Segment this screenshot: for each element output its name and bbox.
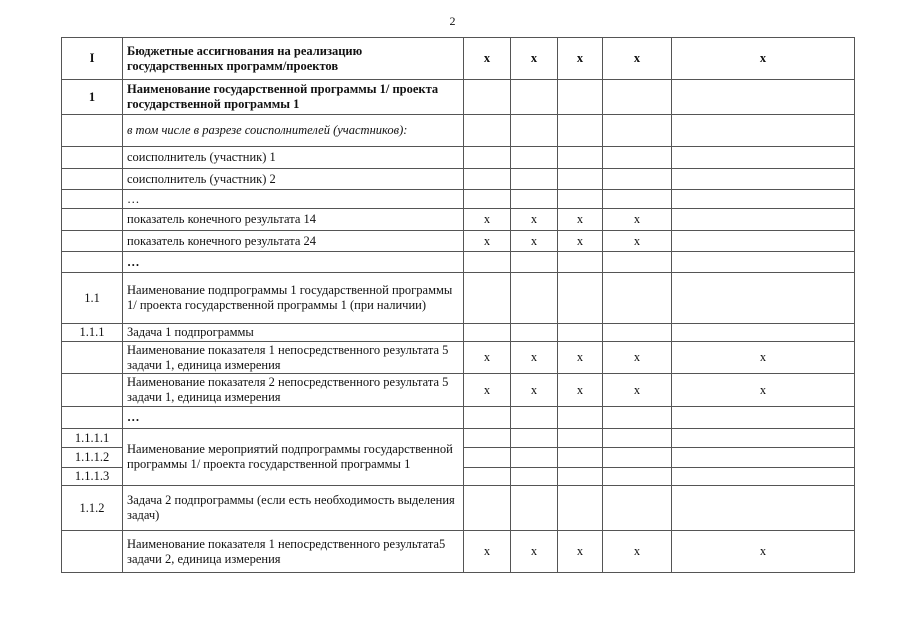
table-row — [62, 190, 855, 209]
value-cell — [603, 448, 672, 468]
row-number — [62, 190, 123, 209]
value-cell: x — [672, 342, 855, 374]
value-cell — [672, 273, 855, 324]
value-cell: x — [603, 342, 672, 374]
value-cell — [511, 429, 558, 448]
value-cell — [464, 80, 511, 115]
value-cell — [558, 252, 603, 273]
value-cell — [603, 190, 672, 209]
value-cell — [603, 429, 672, 448]
value-cell — [511, 468, 558, 486]
row-number — [62, 209, 123, 231]
budget-table — [61, 37, 855, 573]
value-cell: x — [558, 231, 603, 252]
table-row — [62, 407, 855, 429]
value-cell: x — [672, 38, 855, 80]
table-row — [62, 38, 855, 80]
value-cell — [511, 169, 558, 190]
row-number: 1 — [62, 80, 123, 115]
row-label: Задача 1 подпрограммы — [123, 324, 464, 342]
table-row — [62, 273, 855, 324]
row-label: … — [123, 252, 464, 273]
value-cell — [603, 468, 672, 486]
value-cell: x — [464, 342, 511, 374]
value-cell — [558, 324, 603, 342]
value-cell — [603, 80, 672, 115]
value-cell — [558, 147, 603, 169]
value-cell — [603, 486, 672, 531]
table-row — [62, 429, 855, 448]
row-label: соисполнитель (участник) 1 — [123, 147, 464, 169]
value-cell — [464, 147, 511, 169]
value-cell: x — [603, 209, 672, 231]
row-label: Наименование государственной программы 1/ проекта государственной программы 1 — [123, 80, 464, 115]
row-label: Задача 2 подпрограммы (если есть необходимость выделения задач) — [123, 486, 464, 531]
row-number — [62, 169, 123, 190]
value-cell: x — [511, 374, 558, 407]
value-cell — [511, 80, 558, 115]
value-cell — [511, 115, 558, 147]
value-cell: x — [603, 231, 672, 252]
row-number: 1.1 — [62, 273, 123, 324]
value-cell — [511, 324, 558, 342]
value-cell — [603, 407, 672, 429]
value-cell — [672, 115, 855, 147]
row-number: 1.1.1.3 — [62, 468, 123, 486]
value-cell: x — [558, 38, 603, 80]
value-cell — [558, 407, 603, 429]
table-row — [62, 169, 855, 190]
value-cell: x — [511, 531, 558, 573]
value-cell — [672, 209, 855, 231]
table-row — [62, 209, 855, 231]
value-cell — [511, 273, 558, 324]
row-number — [62, 115, 123, 147]
value-cell — [464, 324, 511, 342]
row-label: Наименование показателя 2 непосредственного результата 5 задачи 1, единица измерения — [123, 374, 464, 407]
value-cell: x — [603, 38, 672, 80]
value-cell — [558, 273, 603, 324]
row-label: соисполнитель (участник) 2 — [123, 169, 464, 190]
value-cell: x — [464, 38, 511, 80]
table-row — [62, 80, 855, 115]
value-cell — [672, 147, 855, 169]
row-number: 1.1.1 — [62, 324, 123, 342]
value-cell — [603, 324, 672, 342]
page-number: 2 — [449, 14, 456, 28]
value-cell — [511, 486, 558, 531]
table-row — [62, 147, 855, 169]
value-cell — [464, 468, 511, 486]
value-cell — [672, 429, 855, 448]
row-label: Наименование показателя 1 непосредственного результата 5 задачи 1, единица измерения — [123, 342, 464, 374]
table-row — [62, 486, 855, 531]
value-cell — [464, 448, 511, 468]
row-label: в том числе в разрезе соисполнителей (участников): — [123, 115, 464, 147]
table-row — [62, 342, 855, 374]
value-cell — [558, 448, 603, 468]
value-cell: x — [603, 374, 672, 407]
table-row — [62, 374, 855, 407]
row-label: показатель конечного результата 24 — [123, 231, 464, 252]
value-cell — [603, 273, 672, 324]
value-cell — [464, 429, 511, 448]
row-number: 1.1.1.2 — [62, 448, 123, 468]
value-cell — [672, 252, 855, 273]
row-label: Бюджетные ассигнования на реализацию государственных программ/проектов — [123, 38, 464, 80]
value-cell — [511, 407, 558, 429]
value-cell — [464, 407, 511, 429]
value-cell — [603, 252, 672, 273]
row-label: … — [123, 407, 464, 429]
value-cell: x — [511, 342, 558, 374]
row-number — [62, 252, 123, 273]
value-cell — [558, 190, 603, 209]
value-cell: x — [672, 374, 855, 407]
value-cell: x — [511, 38, 558, 80]
row-number: 1.1.2 — [62, 486, 123, 531]
table-row — [62, 531, 855, 573]
value-cell: x — [511, 231, 558, 252]
value-cell — [464, 169, 511, 190]
value-cell — [603, 147, 672, 169]
value-cell: x — [558, 531, 603, 573]
row-number: I — [62, 38, 123, 80]
row-number — [62, 342, 123, 374]
value-cell — [558, 80, 603, 115]
value-cell — [464, 486, 511, 531]
value-cell — [672, 190, 855, 209]
value-cell — [672, 468, 855, 486]
row-number — [62, 374, 123, 407]
row-label: Наименование подпрограммы 1 государственной программы 1/ проекта государственной программы 1 (при наличии) — [123, 273, 464, 324]
row-number — [62, 147, 123, 169]
table-row — [62, 115, 855, 147]
value-cell: x — [464, 531, 511, 573]
row-label: Наименование мероприятий подпрограммы государственной программы 1/ проекта государственной программы 1 — [123, 429, 464, 486]
value-cell — [672, 169, 855, 190]
value-cell — [558, 429, 603, 448]
value-cell: x — [464, 374, 511, 407]
row-number — [62, 231, 123, 252]
value-cell — [558, 115, 603, 147]
value-cell — [464, 252, 511, 273]
value-cell: x — [558, 342, 603, 374]
value-cell — [603, 169, 672, 190]
value-cell — [672, 407, 855, 429]
value-cell — [672, 231, 855, 252]
value-cell — [672, 324, 855, 342]
row-label: Наименование показателя 1 непосредственного результата5 задачи 2, единица измерения — [123, 531, 464, 573]
value-cell — [603, 115, 672, 147]
value-cell — [672, 80, 855, 115]
value-cell — [558, 486, 603, 531]
value-cell: x — [511, 209, 558, 231]
table-row — [62, 231, 855, 252]
value-cell: x — [464, 209, 511, 231]
value-cell: x — [558, 209, 603, 231]
value-cell — [464, 190, 511, 209]
value-cell: x — [603, 531, 672, 573]
value-cell: x — [672, 531, 855, 573]
value-cell — [511, 190, 558, 209]
value-cell — [558, 169, 603, 190]
value-cell — [558, 468, 603, 486]
value-cell — [672, 486, 855, 531]
value-cell — [511, 147, 558, 169]
value-cell — [511, 252, 558, 273]
row-number — [62, 407, 123, 429]
value-cell — [511, 448, 558, 468]
value-cell — [672, 448, 855, 468]
value-cell — [464, 273, 511, 324]
value-cell — [464, 115, 511, 147]
row-label: показатель конечного результата 14 — [123, 209, 464, 231]
row-label: … — [123, 190, 464, 209]
row-number: 1.1.1.1 — [62, 429, 123, 448]
value-cell: x — [464, 231, 511, 252]
table-row — [62, 324, 855, 342]
table-row — [62, 252, 855, 273]
row-number — [62, 531, 123, 573]
value-cell: x — [558, 374, 603, 407]
